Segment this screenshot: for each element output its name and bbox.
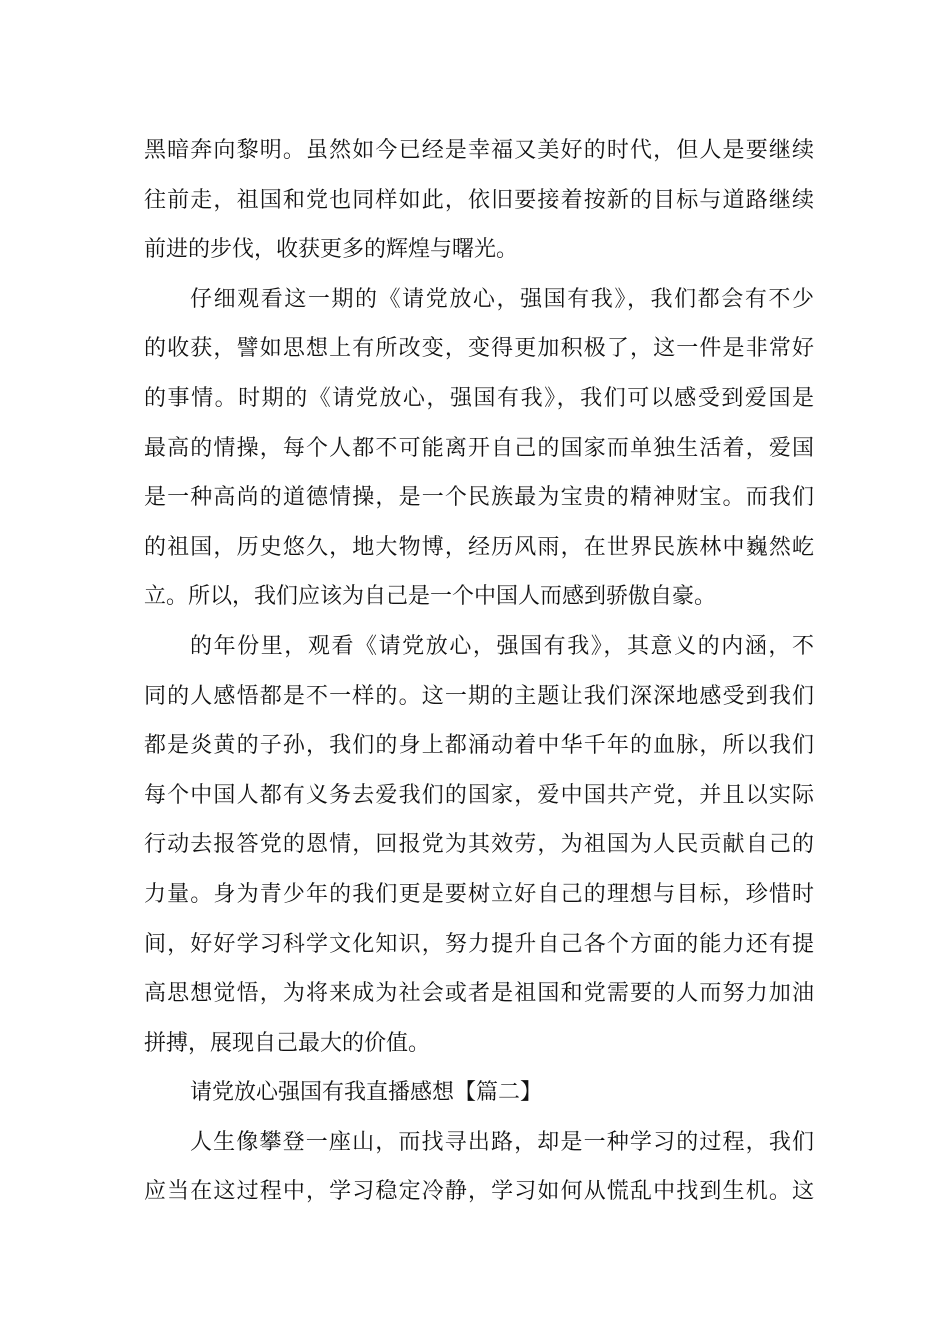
text-line: 仔细观看这一期的《请党放心，强国有我》，我们都会有不少 [190,286,814,312]
document-body [144,126,814,1217]
paragraph-viewing-program [144,275,814,622]
text-line: 每个中国人都有义务去爱我们的国家，爱中国共产党，并且以实际 [144,782,814,808]
text-line: 前进的步伐，收获更多的辉煌与曙光。 [144,237,519,263]
text-line: 的收获，譬如思想上有所改变，变得更加积极了，这一件是非常好 [144,336,814,362]
text-line: 的年份里，观看《请党放心，强国有我》，其意义的内涵，不 [190,633,814,659]
text-line: 高思想觉悟，为将来成为社会或者是祖国和党需要的人而努力加油 [144,981,814,1007]
text-line: 间，好好学习科学文化知识，努力提升自己各个方面的能力还有提 [144,931,814,957]
heading-text: 请党放心强国有我直播感想【篇二】 [190,1080,543,1106]
section-heading [144,1068,814,1118]
text-line: 同的人感悟都是不一样的。这一期的主题让我们深深地感受到我们 [144,683,814,709]
text-line: 拼搏，展现自己最大的价值。 [144,1030,431,1056]
text-line: 人生像攀登一座山，而找寻出路，却是一种学习的过程，我们 [190,1129,814,1155]
text-line: 行动去报答党的恩情，回报党为其效劳，为祖国为人民贡献自己的 [144,832,814,858]
text-line: 立。所以，我们应该为自己是一个中国人而感到骄傲自豪。 [144,584,717,610]
text-line: 黑暗奔向黎明。虽然如今已经是幸福又美好的时代，但人是要继续 [144,138,814,163]
paragraph-meaning [144,622,814,1068]
text-line: 力量。身为青少年的我们更是要树立好自己的理想与目标，珍惜时 [144,881,814,907]
text-line: 是一种高尚的道德情操，是一个民族最为宝贵的精神财宝。而我们 [144,485,814,511]
text-line: 最高的情操，每个人都不可能离开自己的国家而单独生活着，爱国 [144,435,814,461]
text-line: 的事情。时期的《请党放心，强国有我》，我们可以感受到爱国是 [144,385,814,411]
text-line: 往前走，祖国和党也同样如此，依旧要接着按新的目标与道路继续 [144,187,814,213]
text-line: 应当在这过程中，学习稳定冷静，学习如何从慌乱中找到生机。这 [144,1179,814,1205]
paragraph-life-mountain [144,1118,814,1217]
text-line: 的祖国，历史悠久，地大物博，经历风雨，在世界民族林中巍然屹 [144,534,814,560]
text-line: 都是炎黄的子孙，我们的身上都涌动着中华千年的血脉，所以我们 [144,733,814,759]
paragraph-continuation [144,126,814,275]
